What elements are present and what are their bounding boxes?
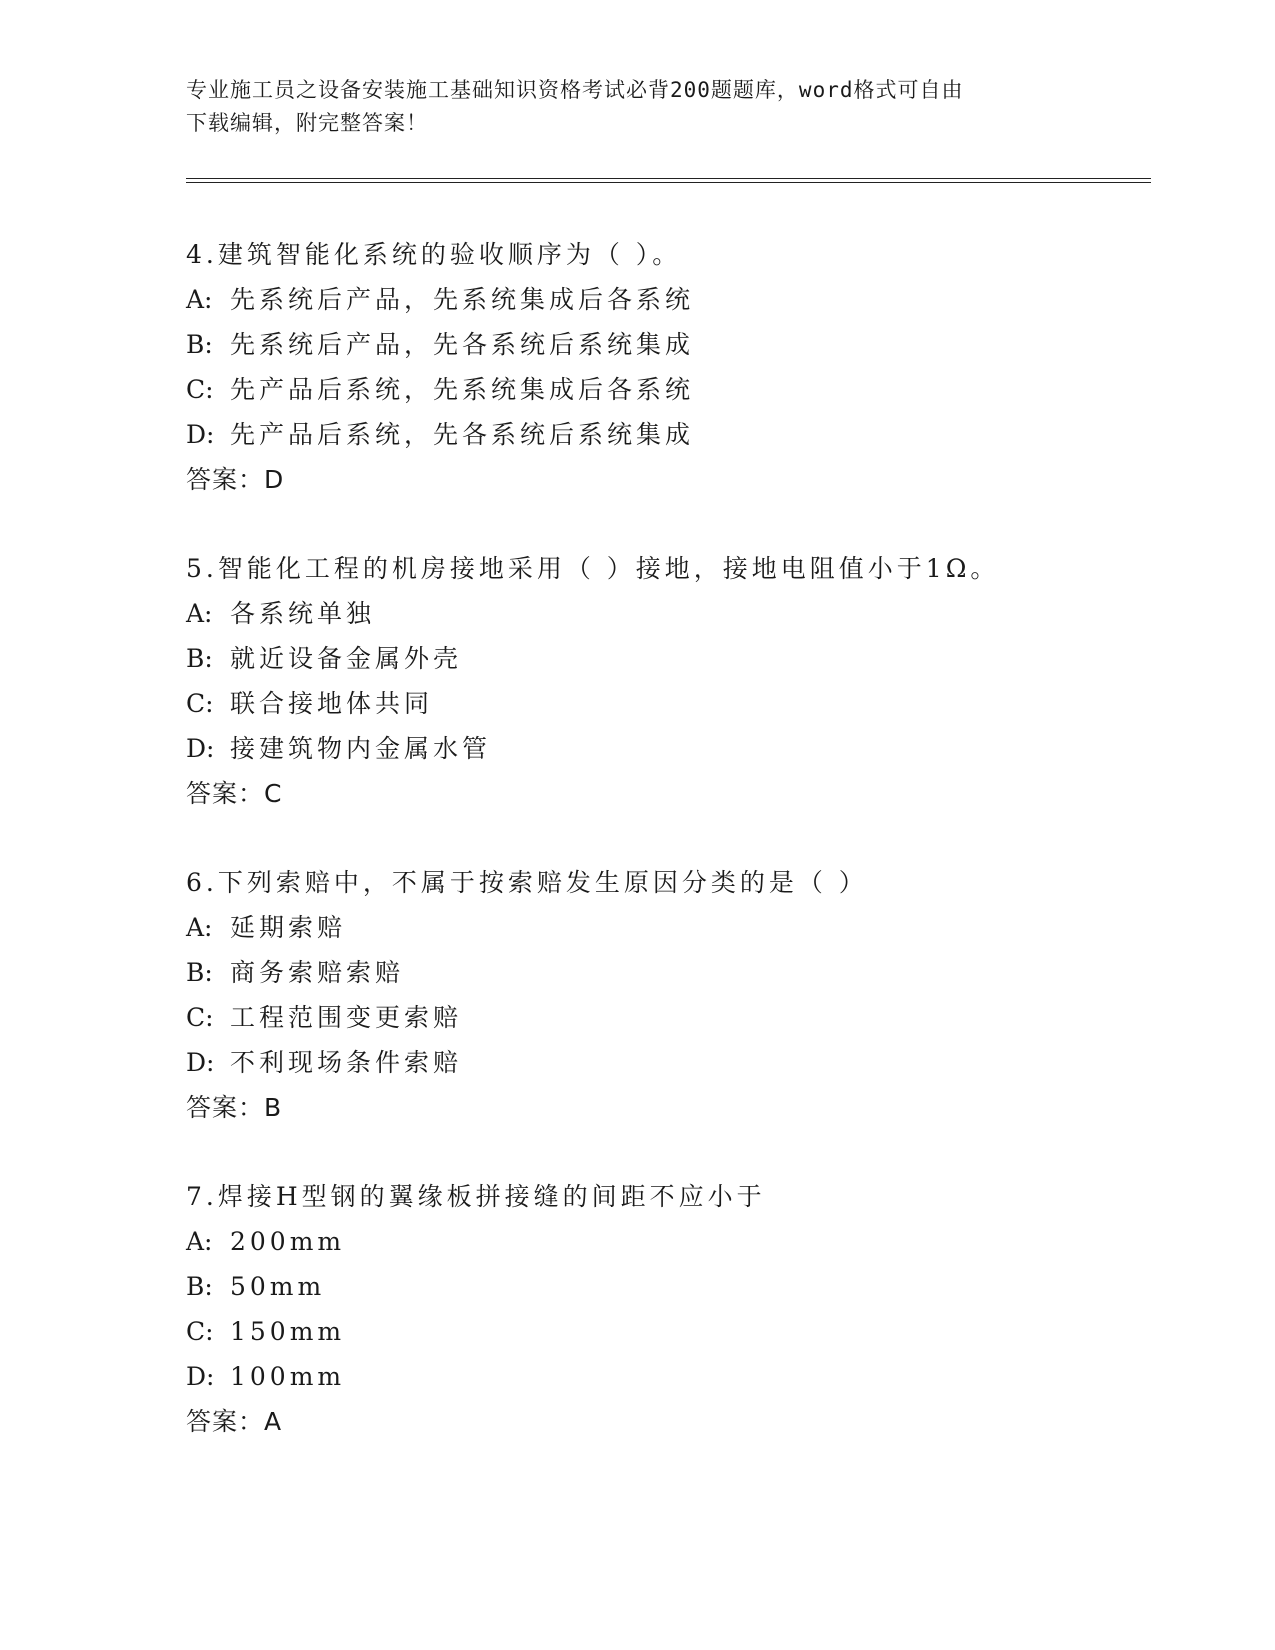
option-a (186, 277, 1146, 322)
option-text: 延期索赔 (230, 913, 347, 942)
question-title: 5.智能化工程的机房接地采用（ ）接地，接地电阻值小于1Ω。 (186, 554, 1000, 583)
header-line-1: 专业施工员之设备安装施工基础知识资格考试必背200题题库，word格式可自由 (186, 78, 964, 102)
option-text: 各系统单独 (230, 599, 376, 628)
answer-line: 答案：B (186, 1093, 283, 1122)
option-letter: A: (186, 1227, 213, 1256)
option-text: 先产品后系统，先系统集成后各系统 (230, 375, 695, 404)
question-4 (186, 232, 1146, 502)
option-letter: B: (186, 330, 213, 359)
option-text: 先产品后系统，先各系统后系统集成 (230, 420, 695, 449)
option-d (186, 412, 1146, 457)
option-text: 就近设备金属外壳 (230, 644, 463, 673)
question-title: 7.焊接H型钢的翼缘板拼接缝的间距不应小于 (186, 1182, 766, 1211)
option-text: 工程范围变更索赔 (230, 1003, 463, 1032)
option-letter: C: (186, 689, 214, 718)
option-text: 200mm (230, 1227, 346, 1256)
option-letter: D: (186, 1048, 215, 1077)
header-divider-top (186, 178, 1151, 179)
option-letter: D: (186, 1362, 215, 1391)
option-text: 联合接地体共同 (230, 689, 434, 718)
option-letter: B: (186, 958, 213, 987)
option-letter: D: (186, 420, 215, 449)
option-letter: A: (186, 285, 213, 314)
option-c (186, 1309, 1146, 1354)
option-text: 商务索赔索赔 (230, 958, 405, 987)
option-text: 先系统后产品，先系统集成后各系统 (230, 285, 695, 314)
answer-line: 答案：D (186, 465, 285, 494)
option-d (186, 1354, 1146, 1399)
option-a (186, 1219, 1146, 1264)
option-b (186, 950, 1146, 995)
option-text: 不利现场条件索赔 (230, 1048, 463, 1077)
option-letter: C: (186, 1003, 214, 1032)
option-text: 接建筑物内金属水管 (230, 734, 492, 763)
option-letter: B: (186, 1272, 213, 1301)
answer-line: 答案：C (186, 779, 283, 808)
answer-line: 答案：A (186, 1407, 283, 1436)
option-letter: D: (186, 734, 215, 763)
option-b (186, 322, 1146, 367)
option-text: 100mm (230, 1362, 346, 1391)
option-a (186, 591, 1146, 636)
option-letter: A: (186, 599, 213, 628)
option-letter: B: (186, 644, 213, 673)
option-a (186, 905, 1146, 950)
option-c (186, 681, 1146, 726)
option-letter: C: (186, 1317, 214, 1346)
question-7 (186, 1174, 1146, 1444)
option-b (186, 636, 1146, 681)
option-c (186, 367, 1146, 412)
option-letter: C: (186, 375, 214, 404)
option-text: 150mm (230, 1317, 346, 1346)
option-c (186, 995, 1146, 1040)
document-header (186, 74, 1066, 140)
header-line-2: 下载编辑，附完整答案！ (186, 111, 428, 135)
option-text: 50mm (230, 1272, 326, 1301)
question-6 (186, 860, 1146, 1130)
header-divider-bottom (186, 182, 1151, 183)
option-letter: A: (186, 913, 213, 942)
option-d (186, 1040, 1146, 1085)
option-text: 先系统后产品，先各系统后系统集成 (230, 330, 695, 359)
option-b (186, 1264, 1146, 1309)
question-title: 4.建筑智能化系统的验收顺序为（ ）。 (186, 240, 682, 269)
option-d (186, 726, 1146, 771)
question-title: 6.下列索赔中，不属于按索赔发生原因分类的是（ ） (186, 868, 868, 897)
question-5 (186, 546, 1146, 816)
